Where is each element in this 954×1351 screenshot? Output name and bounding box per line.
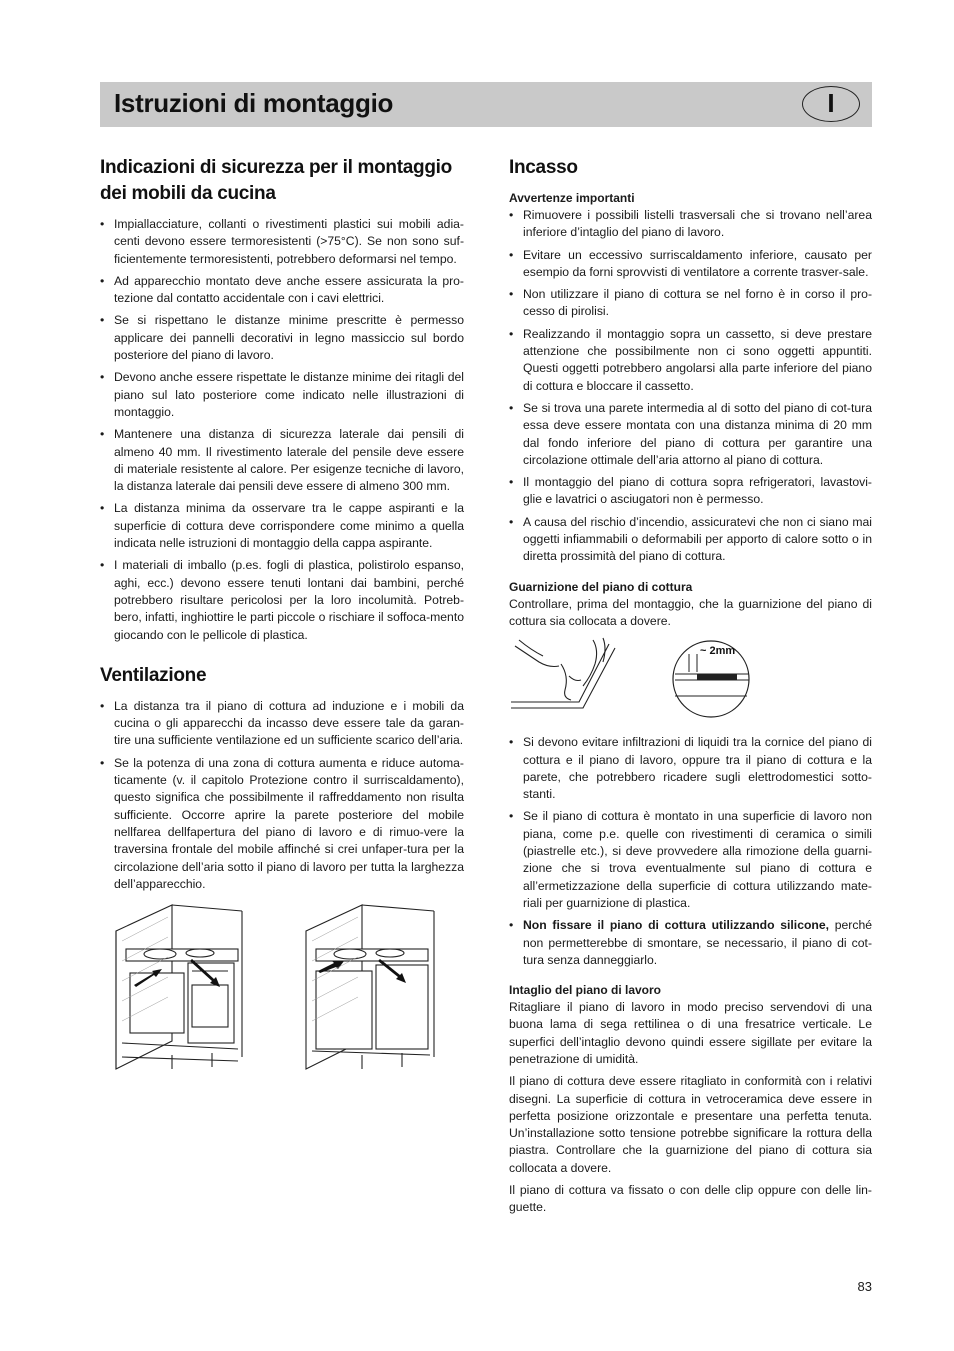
language-badge: I xyxy=(802,86,860,122)
list-item: • I materiali di imballo (p.es. fogli di plastica, polistirolo espanso, aghi, ecc.) devono essere tenuti lontani dai bambini, perché potrebbero risultare pericolosi per la loro incolumità. Potreb-bero, infatti, inghiottire le parti piccole o rischiare il soffoca-mento giocando con le pellicole di plastica. xyxy=(100,557,464,643)
seal-detail-illustration xyxy=(671,638,753,720)
page-header xyxy=(100,82,872,127)
list-item: • Realizzando il montaggio sopra un cassetto, si deve prestare attenzione che possibilmente non ci sono oggetti appuntiti. Questi oggetti potrebbero angolarsi alla parte inferiore del piano di cottura e bloccare il cassetto. xyxy=(509,326,872,395)
seal-gap-label: ~ 2mm xyxy=(700,645,736,658)
safety-list xyxy=(100,216,464,644)
list-item: • Impiallacciature, collanti o rivestimenti plastici sui mobili adia-centi devono essere termoresistenti (>75°C). Se non sono suf-ficientemente termoresistenti, potrebbero deformarsi nel tempo. xyxy=(100,216,464,268)
cutout-heading: Intaglio del piano di lavoro xyxy=(509,983,662,998)
list-item: • Mantenere una distanza di sicurezza laterale dai pensili di almeno 40 mm. Il rivestimento laterale del pensile deve essere di materiale resistente al calore. Per esigenze tecniche di lavoro, la distanza laterale dai pensili deve essere di almeno 300 mm. xyxy=(100,426,464,495)
seal-text: Controllare, prima del montaggio, che la guarnizione del piano di cottura sia collocata a dovere. xyxy=(509,596,872,628)
list-item: • Il montaggio del piano di cottura sopra refrigeratori, lavastovi-glie e lavatrici o asciugatori non è permesso. xyxy=(509,474,872,509)
list-item: • Non utilizzare il piano di cottura se nel forno è in corso il pro-cesso di pirolisi. xyxy=(509,286,872,321)
ventilation-heading: Ventilazione xyxy=(100,664,207,686)
ventilation-list xyxy=(100,698,464,893)
list-item: • Devono anche essere rispettate le distanze minime dei ritagli del piano sul lato posteriore come indicato nelle illustrazioni di montaggio. xyxy=(100,369,464,421)
cutout-paragraph: Ritagliare il piano di lavoro in modo preciso servendovi di una buona lama di sega rettilinea o di una fresatrice verticale. Le superfici dell’intaglio devono quindi essere sigillate per evitare la penetrazione di umidità. xyxy=(509,1000,872,1066)
list-item: • Se il piano di cottura è montato in una superficie di lavoro non piana, come p.e. quelle con rivestimenti di ceramica o simili (piastrelle etc.), si deve provvedere alla rimozione della guarni-zione che si trova eventualmente sul piano di cottura e all’ermetizzazione della superficie di cottura utilizzando mate-riali per guarnizione di plastica. xyxy=(509,808,872,912)
safety-heading: Indicazioni di sicurezza per il montaggio dei mobili da cucina xyxy=(100,157,452,204)
seal-heading: Guarnizione del piano di cottura xyxy=(509,579,693,594)
cutout-paragraph: Il piano di cottura va fissato o con delle clip oppure con delle lin-guette. xyxy=(509,1183,872,1215)
list-item: • Se si trova una parete intermedia al di sotto del piano di cot-tura essa deve essere montata con una distanza minima di 20 mm dal fondo inferiore del piano di cottura per garantire una circolazione ottimale dell’aria attorno al piano di cottura. xyxy=(509,400,872,469)
ventilation-figures xyxy=(100,901,464,1076)
list-item: • Se la potenza di una zona di cottura aumenta e riduce automa-ticamente (v. il capitolo Protezione contro il surriscaldamento), questo significa che possibilmente il raffreddamento non risulta sufficiente. Occorre aprire la parete posteriore del mobile nellfarea dellfapertura del piano di lavoro e di rimuo-vere la traversina frontale del mobile affinché si crei unfaper-tura per la circolazione dell’aria sotto il piano di lavoro per tutta la larghezza dell’apparecchio. xyxy=(100,755,464,893)
seal-list xyxy=(509,734,872,969)
cutout-paragraph: Il piano di cottura deve essere ritagliato in conformità con i relativi disegni. La superficie di cottura in vetroceramica deve essere in perfetta posizione orizzontale e presentare una perfetta tenuta. Un’installazione sotto tensione potrebbe significare la rottura della piastra. Controllare che la guarnizione del piano di cottura sia collocata a dovere. xyxy=(509,1074,872,1175)
list-item: • A causa del rischio d’incendio, assicuratevi che non ci siano mai oggetti infiammabili o deformabili per apporto di calore sotto o in diretta prossimità del piano di cottura. xyxy=(509,514,872,566)
cabinet-illustration xyxy=(302,901,440,1073)
bold-warning-rest: perché non permetterebbe di smontare, se necessario, il piano di cot-tura senza danneggiarlo. xyxy=(523,918,872,967)
cabinet-oven-illustration xyxy=(112,901,246,1073)
list-item: • Rimuovere i possibili listelli trasversali che si trovano nell’area inferiore d’intaglio del piano di lavoro. xyxy=(509,207,872,242)
list-item-bold xyxy=(509,917,872,969)
warnings-list xyxy=(509,207,872,566)
page-title: Istruzioni di montaggio xyxy=(114,88,394,118)
bold-warning: Non fissare il piano di cottura utilizzando silicone, xyxy=(523,918,830,933)
seal-application-illustration xyxy=(509,636,621,716)
seal-figures xyxy=(509,636,872,726)
list-item: • Evitare un eccessivo surriscaldamento inferiore, causato per esempio da forni sprovvisti di ventilatore a corrente trasver-sale. xyxy=(509,247,872,282)
list-item: • La distanza minima da osservare tra le cappe aspiranti e la superficie di cottura deve corrispondere come minimo a quella indicata nelle istruzioni di montaggio della cappa aspirante. xyxy=(100,500,464,552)
list-item: • Ad apparecchio montato deve anche essere assicurata la pro-tezione dal contatto accidentale con i cavi elettrici. xyxy=(100,273,464,308)
page-number: 83 xyxy=(857,1279,872,1294)
warnings-heading: Avvertenze importanti xyxy=(509,191,635,205)
list-item: • Si devono evitare infiltrazioni di liquidi tra la cornice del piano di cottura e il piano di lavoro, oppure tra il piano di cottura e la parete, che potrebbero ricadere sugli elettrodomestici sotto-stanti. xyxy=(509,734,872,803)
left-column xyxy=(100,155,464,1076)
incasso-heading: Incasso xyxy=(509,157,578,178)
right-column xyxy=(509,155,872,1222)
list-item: • La distanza tra il piano di cottura ad induzione e i mobili da cucina o gli apparecchi da incasso deve essere tale da garan-tire una sufficiente ventilazione ed un sufficiente scarico dell’aria. xyxy=(100,698,464,750)
list-item: • Se si rispettano le distanze minime prescritte è permesso applicare dei pannelli decorativi in legno massiccio sul bordo posteriore del piano di lavoro. xyxy=(100,312,464,364)
